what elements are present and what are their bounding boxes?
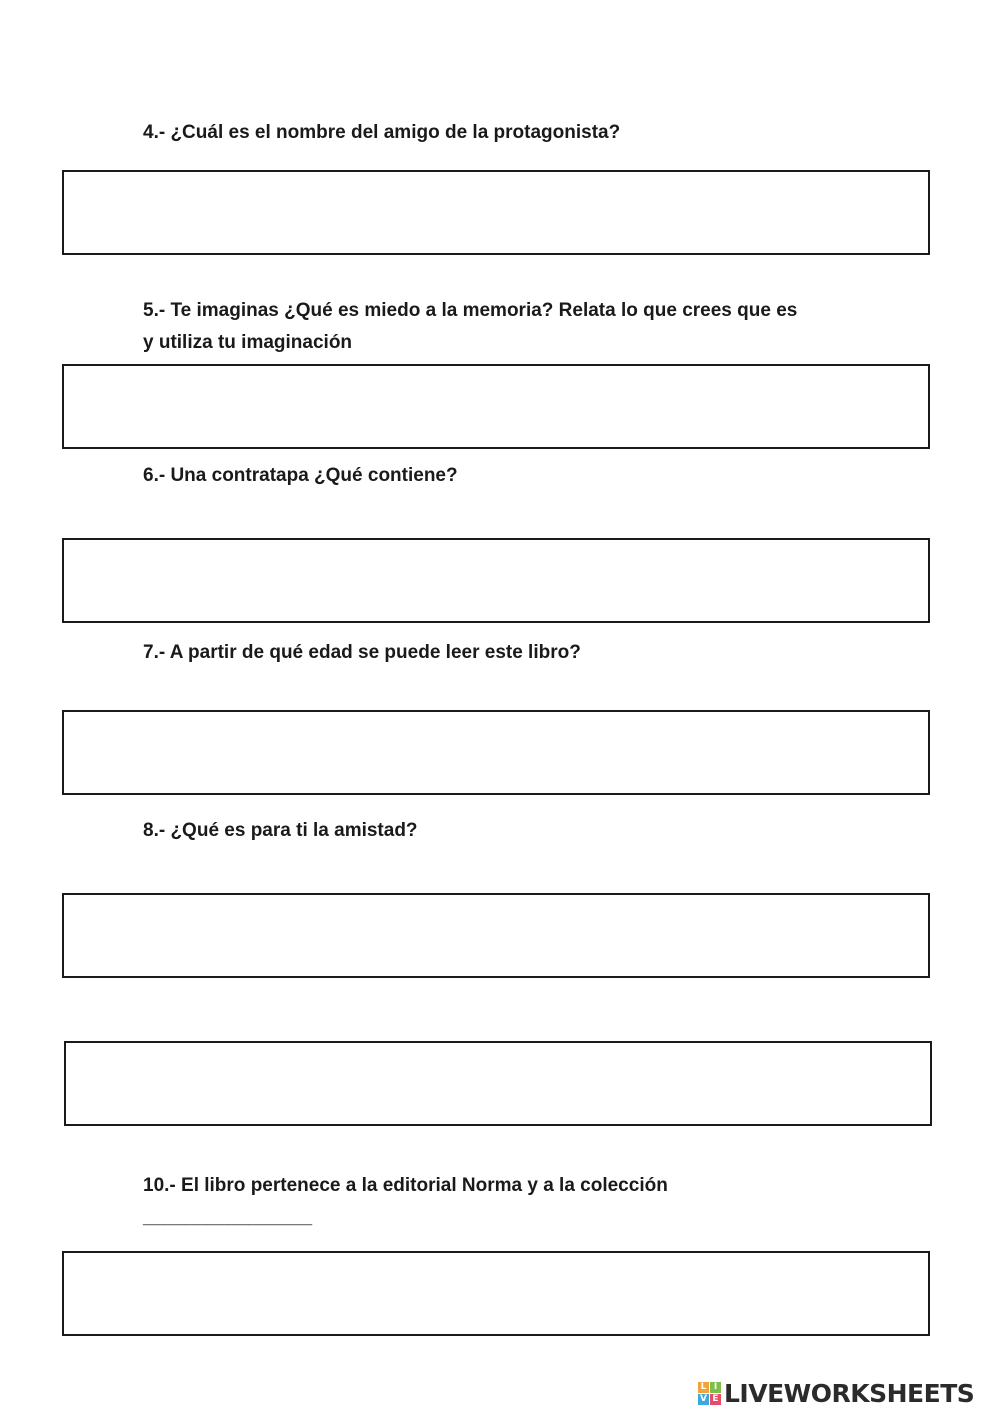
answer-box-4[interactable] <box>62 170 930 255</box>
liveworksheets-logo <box>698 1377 974 1409</box>
logo-letter-i: I <box>710 1382 721 1393</box>
question-10 <box>143 1170 668 1234</box>
question-7 <box>143 637 581 669</box>
logo-letter-v: V <box>698 1394 709 1405</box>
answer-box-9[interactable] <box>64 1041 932 1126</box>
answer-box-7[interactable] <box>62 710 930 795</box>
question-7-text: 7.- A partir de qué edad se puede leer este libro? <box>143 642 581 663</box>
liveworksheets-logo-icon <box>698 1382 721 1405</box>
question-6 <box>143 460 458 492</box>
logo-letter-l: L <box>698 1382 709 1393</box>
answer-box-5[interactable] <box>62 364 930 449</box>
question-8-text: 8.- ¿Qué es para ti la amistad? <box>143 820 418 841</box>
answer-box-8[interactable] <box>62 893 930 978</box>
question-6-text: 6.- Una contratapa ¿Qué contiene? <box>143 465 458 486</box>
liveworksheets-logo-text: LIVEWORKSHEETS <box>724 1378 975 1408</box>
question-8 <box>143 815 418 847</box>
answer-box-6[interactable] <box>62 538 930 623</box>
question-4-text: 4.- ¿Cuál es el nombre del amigo de la protagonista? <box>143 122 621 143</box>
question-10-text: 10.- El libro pertenece a la editorial Norma y a la colección <box>143 1175 668 1196</box>
question-10-blank: ________________ <box>143 1207 313 1228</box>
answer-box-10[interactable] <box>62 1251 930 1336</box>
logo-letter-e: E <box>710 1394 721 1405</box>
question-5-text-line-1: 5.- Te imaginas ¿Qué es miedo a la memoria? Relata lo que crees que es <box>143 300 798 321</box>
question-5 <box>143 295 797 359</box>
question-4 <box>143 117 620 149</box>
question-5-text-line-2: y utiliza tu imaginación <box>143 332 353 353</box>
